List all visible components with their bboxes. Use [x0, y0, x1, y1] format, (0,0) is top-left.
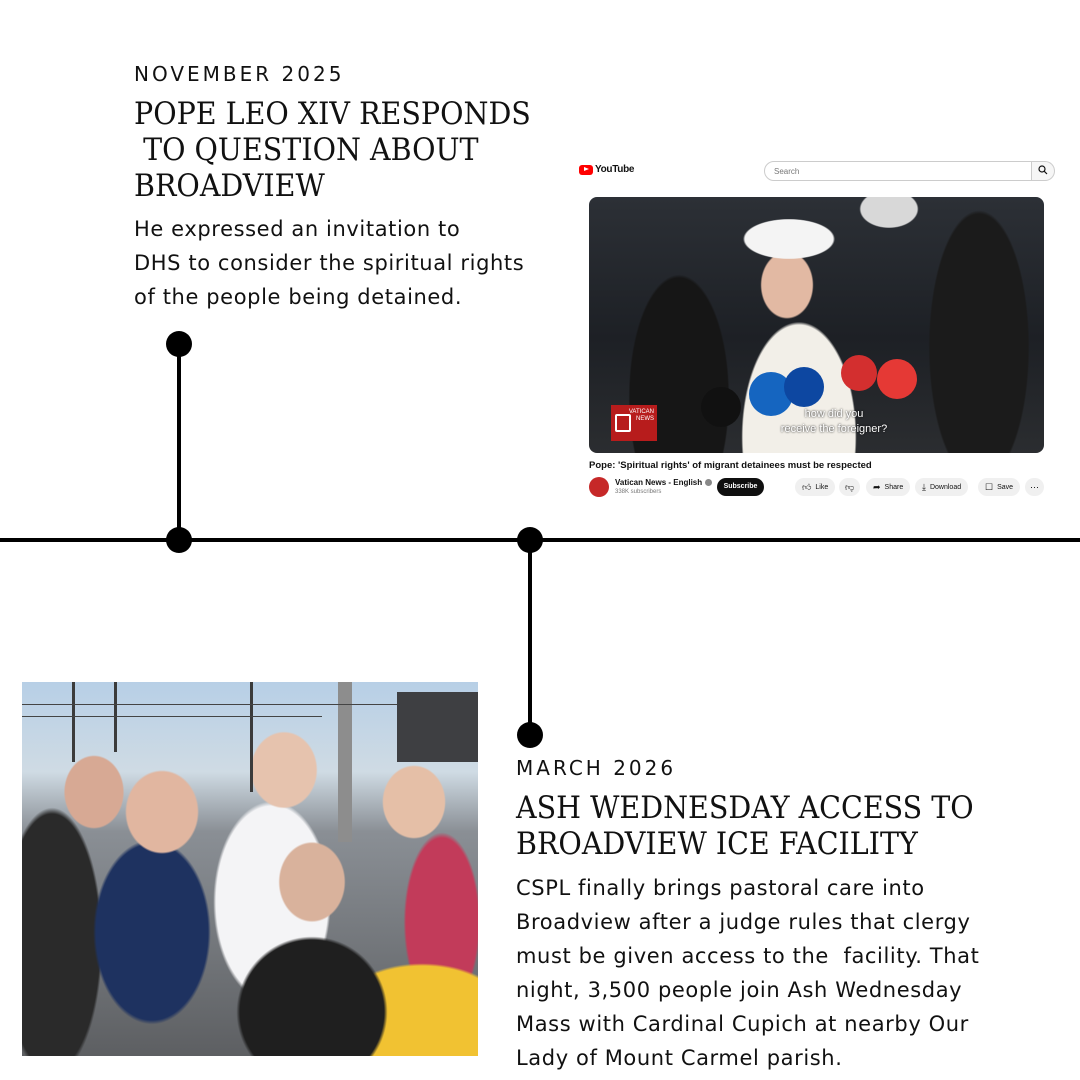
body-line: of the people being detained. — [134, 285, 463, 309]
ash-wednesday-photo — [22, 682, 478, 1056]
body-line: Lady of Mount Carmel parish. — [516, 1046, 843, 1070]
keys-emblem-icon — [615, 414, 631, 432]
download-icon: ⤓ — [922, 481, 926, 492]
search-button[interactable] — [1032, 161, 1055, 181]
video-title[interactable]: Pope: 'Spiritual rights' of migrant detainees must be respected — [589, 460, 872, 471]
youtube-screenshot — [577, 157, 1055, 502]
timeline-node-top-end — [166, 331, 192, 357]
headline-line: BROADVIEW — [134, 168, 325, 204]
utility-pole — [72, 682, 75, 762]
bookmark-icon: ☐ — [985, 481, 994, 492]
badge-line: VATICAN — [628, 409, 654, 415]
dislike-button[interactable] — [839, 478, 860, 496]
microphone — [701, 387, 741, 427]
microphone — [841, 355, 877, 391]
microphone — [784, 367, 824, 407]
magnifier-icon — [1038, 165, 1048, 175]
timeline-connector-top — [177, 344, 181, 540]
youtube-logo[interactable] — [579, 164, 634, 175]
body-line: must be given access to the facility. That — [516, 944, 980, 968]
entry-date-mar-2026: MARCH 2026 — [516, 756, 677, 780]
channel-name-text: Vatican News - English — [615, 478, 703, 487]
save-label: Save — [997, 483, 1014, 491]
thumbs-up-icon: 👍︎ — [802, 481, 812, 492]
body-line: Mass with Cardinal Cupich at nearby Our — [516, 1012, 969, 1036]
power-line — [22, 716, 322, 717]
subscriber-count: 338K subscribers — [615, 489, 662, 495]
download-label: Download — [929, 483, 962, 491]
video-subtitle — [779, 407, 889, 437]
share-icon: ➦ — [873, 481, 881, 492]
timeline-node-bottom-end — [517, 722, 543, 748]
utility-pole — [114, 682, 117, 752]
channel-avatar[interactable] — [589, 477, 609, 497]
youtube-logo-text: YouTube — [595, 164, 635, 175]
entry-body-ash-wednesday — [516, 871, 979, 1075]
share-button[interactable] — [866, 478, 910, 496]
search-input[interactable]: Search — [764, 161, 1032, 181]
body-line: Broadview after a judge rules that clergy — [516, 910, 971, 934]
headline-line: BROADVIEW ICE FACILITY — [516, 826, 918, 862]
more-button[interactable] — [1025, 478, 1044, 496]
more-icon: ⋯ — [1030, 481, 1039, 492]
video-player[interactable] — [589, 197, 1044, 453]
entry-body-pope-leo — [134, 212, 524, 314]
download-button[interactable] — [915, 478, 968, 496]
body-line: DHS to consider the spiritual rights — [134, 251, 525, 275]
share-label: Share — [884, 483, 904, 491]
verified-icon — [705, 479, 712, 486]
timeline-node-nov-2025 — [166, 527, 192, 553]
subscribe-button[interactable]: Subscribe — [717, 478, 764, 496]
entry-headline-ash-wednesday — [516, 790, 974, 862]
headline-line: POPE LEO XIV RESPONDS — [134, 96, 531, 132]
body-line: CSPL finally brings pastoral care into — [516, 876, 925, 900]
entry-headline-pope-leo — [134, 96, 531, 204]
badge-line: NEWS — [636, 416, 654, 422]
timeline-connector-bottom — [528, 540, 532, 736]
subtitle-line: how did you — [804, 408, 864, 420]
timeline-node-mar-2026 — [517, 527, 543, 553]
save-button[interactable] — [978, 478, 1020, 496]
microphone — [877, 359, 917, 399]
youtube-play-icon — [579, 165, 593, 175]
headline-line: TO QUESTION ABOUT — [134, 132, 479, 168]
entry-date-nov-2025: NOVEMBER 2025 — [134, 62, 345, 86]
utility-pole — [338, 682, 352, 842]
subtitle-line: receive the foreigner? — [780, 423, 888, 435]
thumbs-down-icon: 👎︎ — [845, 481, 855, 492]
body-line: He expressed an invitation to — [134, 217, 461, 241]
building — [397, 692, 478, 762]
like-button[interactable] — [795, 478, 835, 496]
headline-line: ASH WEDNESDAY ACCESS TO — [516, 790, 974, 826]
channel-name[interactable] — [615, 478, 712, 487]
like-label: Like — [815, 483, 829, 491]
body-line: night, 3,500 people join Ash Wednesday — [516, 978, 963, 1002]
vatican-news-badge — [611, 405, 657, 441]
utility-pole — [250, 682, 253, 792]
